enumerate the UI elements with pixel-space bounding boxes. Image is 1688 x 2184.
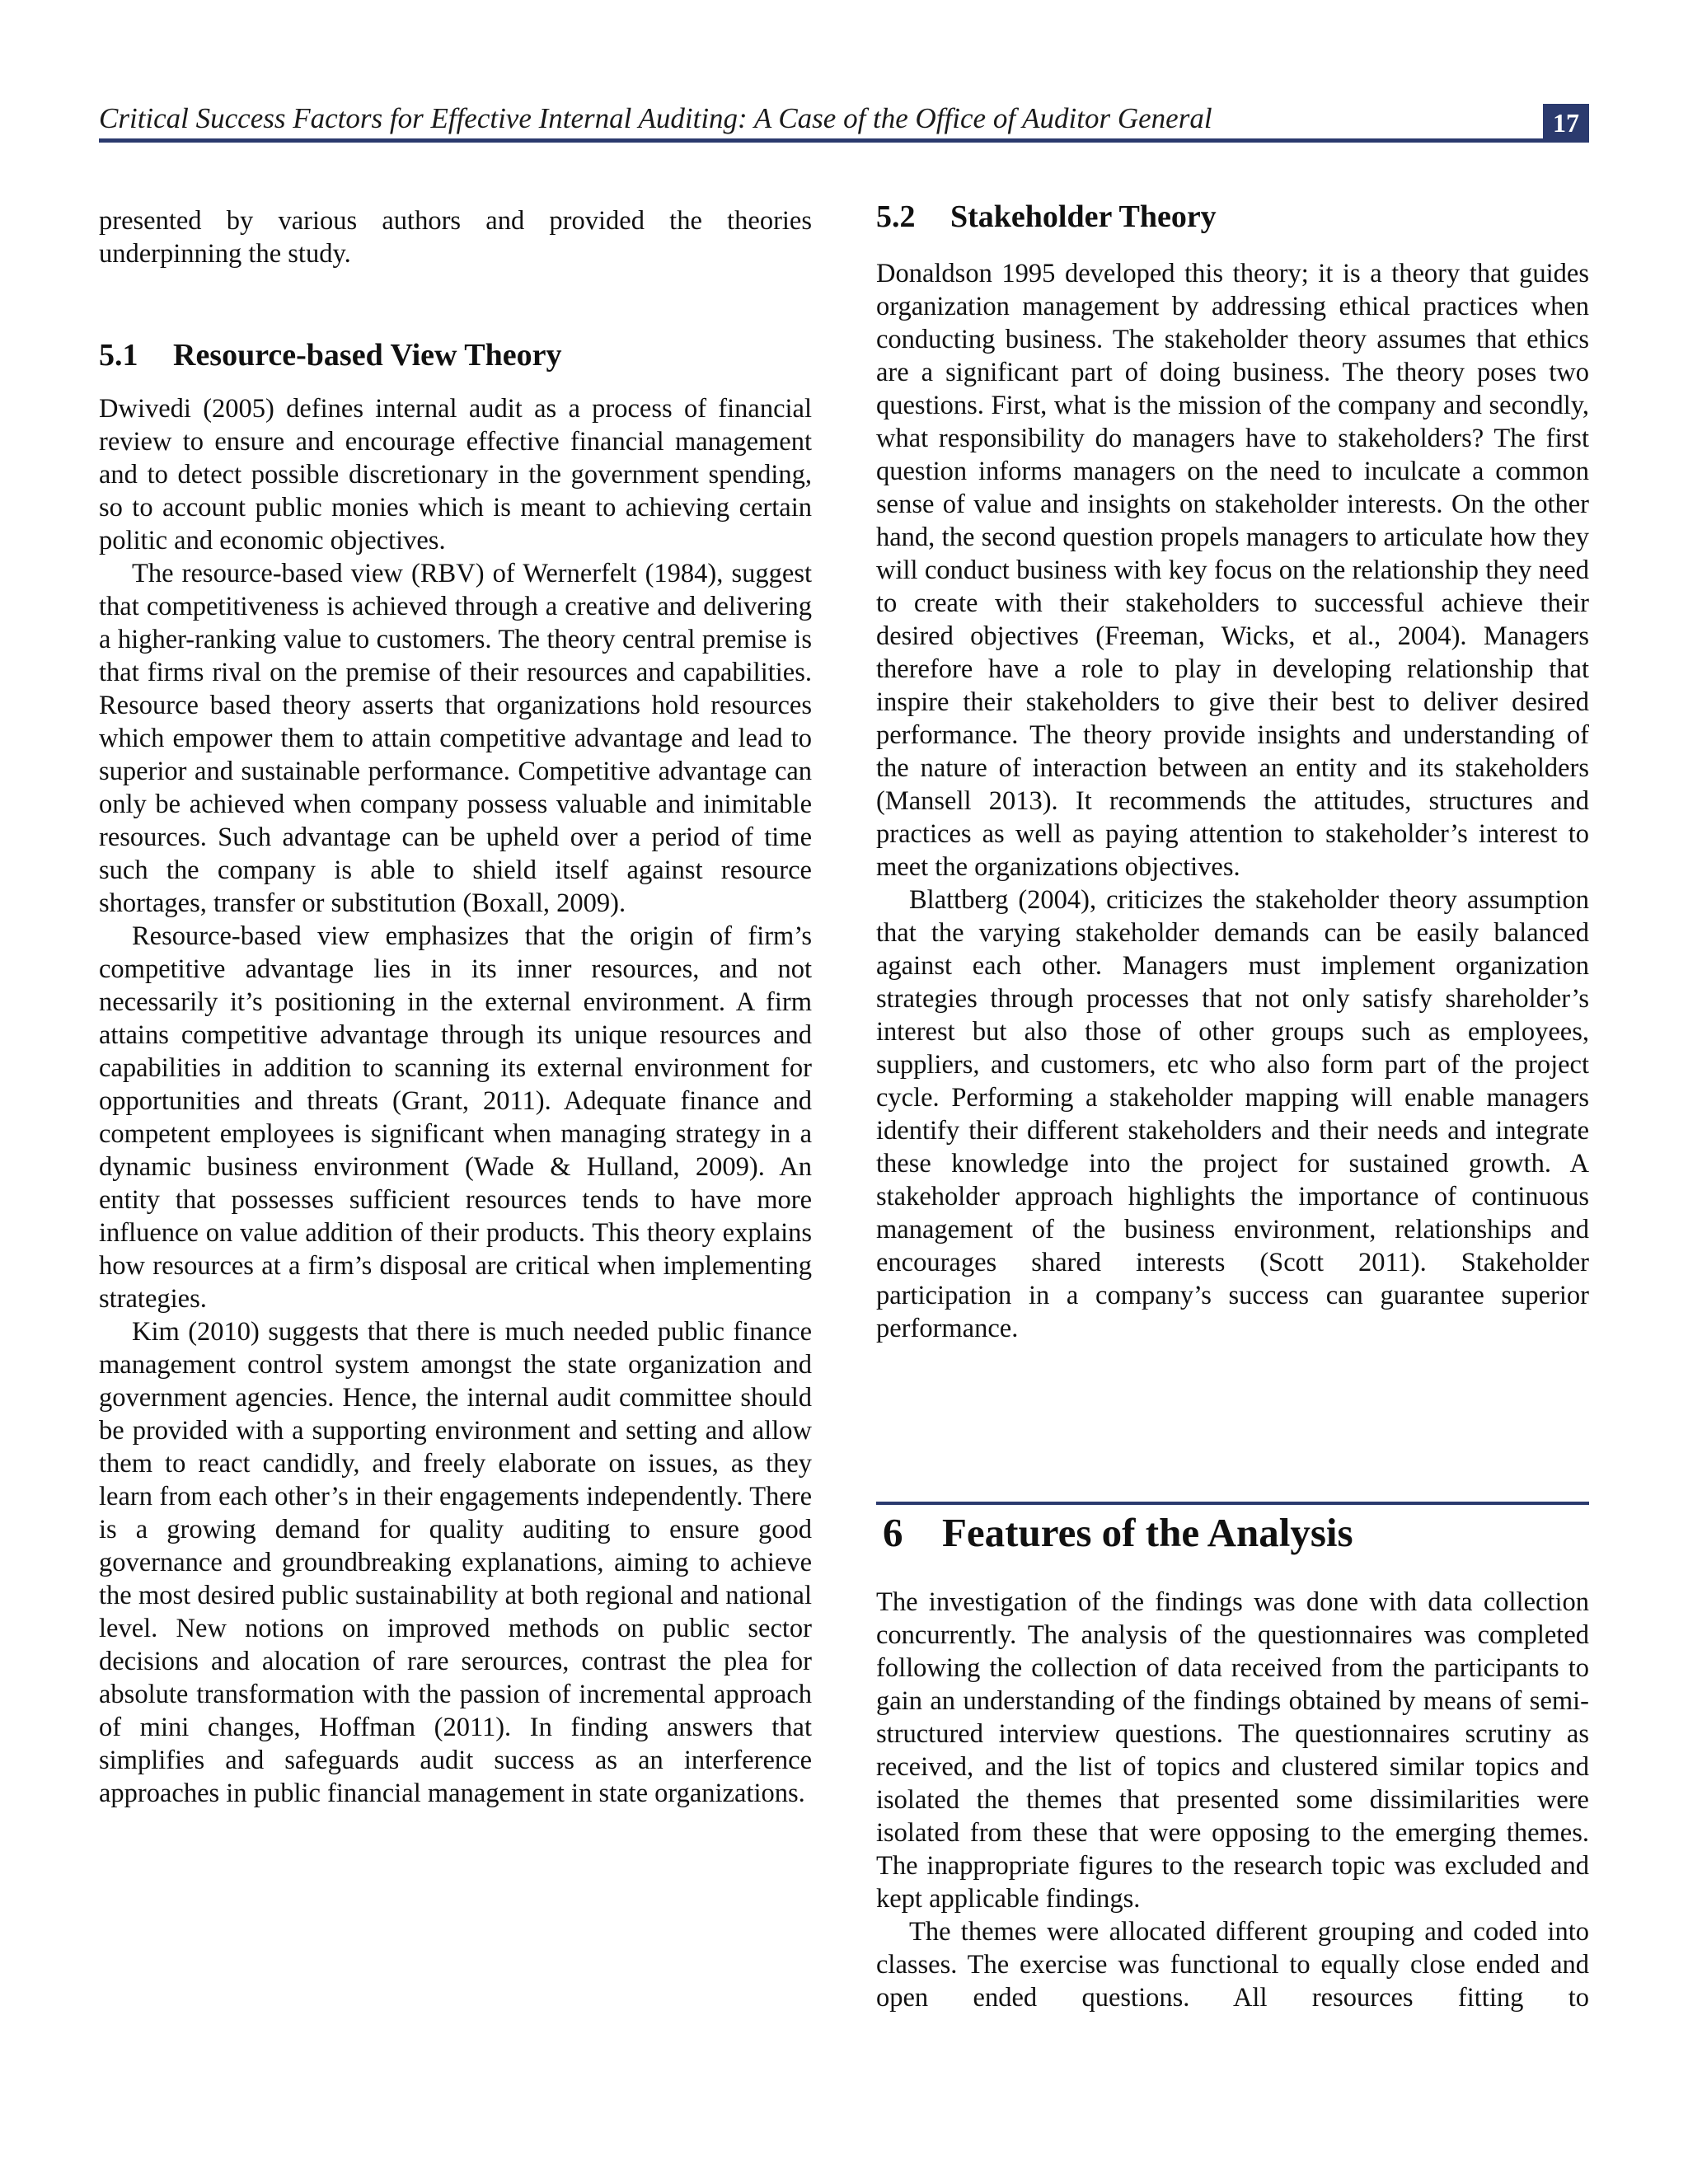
section-title: Stakeholder Theory (950, 199, 1217, 234)
paragraph: The resource-based view (RBV) of Wernerfelt (1984), suggest that competitiveness is achieved through a creative and delivering a higher-ranking value to customers. The theory central premise is that firms rival on the premise of their resources and capabilities. Resource based theory asserts that organizations hold resources which empower them to attain competitive advantage and lead to superior and sustainable performance. Competitive advantage can only be achieved when company possess valuable and inimitable resources. Such advantage can be upheld over a period of time such the company is able to shield itself against resource shortages, transfer or substitution (Boxall, 2009). (99, 559, 812, 918)
intro-paragraph: presented by various authors and provided the theories underpinning the study. (99, 206, 812, 269)
section-rule (876, 1502, 1589, 1505)
section-5-1-heading (99, 336, 812, 374)
paragraph: Dwivedi (2005) defines internal audit as a process of financial review to ensure and encourage effective financial management and to detect possible discretionary in the government spending, so to account public monies which is meant to achieving certain politic and economic objectives. (99, 394, 812, 555)
section-number: 6 (883, 1510, 903, 1555)
right-column-section-6 (876, 1510, 1589, 2014)
section-number: 5.1 (99, 338, 138, 373)
paragraph: Resource-based view emphasizes that the origin of firm’s competitive advantage lies in its inner resources, and not necessarily it’s positioning in the external environment. A firm attains competitive advantage through its unique resources and capabilities in addition to scanning its external environment for opportunities and threats (Grant, 2011). Adequate finance and competent employees is significant when managing strategy in a dynamic business environment (Wade & Hulland, 2009). An entity that possesses sufficient resources tends to have more influence on value addition of their products. This theory explains how resources at a firm’s disposal are critical when implementing strategies. (99, 921, 812, 1314)
paragraph: Donaldson 1995 developed this theory; it is a theory that guides organization management by addressing ethical practices when conducting business. The stakeholder theory assumes that ethics are a significant part of doing business. The theory poses two questions. First, what is the mission of the company and secondly, what responsibility do managers have to stakeholders? The first question informs managers on the need to inculcate a common sense of value and insights on stakeholder interests. On the other hand, the second question propels managers to articulate how they will conduct business with key focus on the relationship they need to create with their stakeholders to successful achieve their desired objectives (Freeman, Wicks, et al., 2004). Managers therefore have a role to play in developing relationship that inspire their stakeholders to give their best to deliver desired performance. The theory provide insights and understanding of the nature of interaction between an entity and its stakeholders (Mansell 2013). It recommends the attitudes, structures and practices as well as paying attention to stakeholder’s interest to meet the organizations objectives. (876, 259, 1589, 882)
section-number: 5.2 (876, 199, 916, 234)
paragraph: Kim (2010) suggests that there is much needed public finance management control system amongst the state organization and government agencies. Hence, the internal audit committee should be provided with a supporting environment and setting and allow them to react candidly, and freely elaborate on issues, as they learn from each other’s in their engagements independently. There is a growing demand for quality auditing to ensure good governance and groundbreaking explanations, aiming to achieve the most desired public sustainability at both regional and national level. New notions on improved methods on public sector decisions and alocation of rare serources, contrast the plea for absolute transformation with the passion of incremental approach of mini changes, Hoffman (2011). In finding answers that simplifies and safeguards audit success as an interference approaches in public financial management in state organizations. (99, 1317, 812, 1808)
section-5-2-heading (876, 198, 1589, 236)
paragraph: The themes were allocated different grouping and coded into classes. The exercise was functional to equally close ended and open ended questions. All resources fitting to (876, 1917, 1589, 2013)
paragraph: The investigation of the findings was done with data collection concurrently. The analysis of the questionnaires was completed following the collection of data received from the participants to gain an understanding of the findings obtained by means of semi-structured interview questions. The questionnaires scrutiny as received, and the list of topics and clustered similar topics and isolated the themes that presented some dissimilarities were isolated from these that were opposing to the emerging themes. The inappropriate figures to the research topic was excluded and kept applicable findings. (876, 1587, 1589, 1914)
page-number: 17 (1543, 104, 1589, 142)
right-column (876, 198, 1589, 1345)
running-title: Critical Success Factors for Effective Internal Auditing: A Case of the Office of Auditor General (99, 102, 1212, 134)
header-rule (99, 138, 1589, 143)
section-title: Features of the Analysis (942, 1510, 1353, 1555)
paragraph: Blattberg (2004), criticizes the stakeholder theory assumption that the varying stakeholder demands can be easily balanced against each other. Managers must implement organization strategies through processes that not only satisfy shareholder’s interest but also those of other groups such as employees, suppliers, and customers, etc who also form part of the project cycle. Performing a stakeholder mapping will enable managers identify their different stakeholders and their needs and integrate these knowledge into the project for sustained growth. A stakeholder approach highlights the importance of continuous management of the business environment, relationships and encourages shared interests (Scott 2011). Stakeholder participation in a company’s success can guarantee superior performance. (876, 885, 1589, 1343)
section-title: Resource-based View Theory (173, 338, 562, 373)
section-6-heading (876, 1510, 1589, 1556)
left-column (99, 204, 812, 1810)
